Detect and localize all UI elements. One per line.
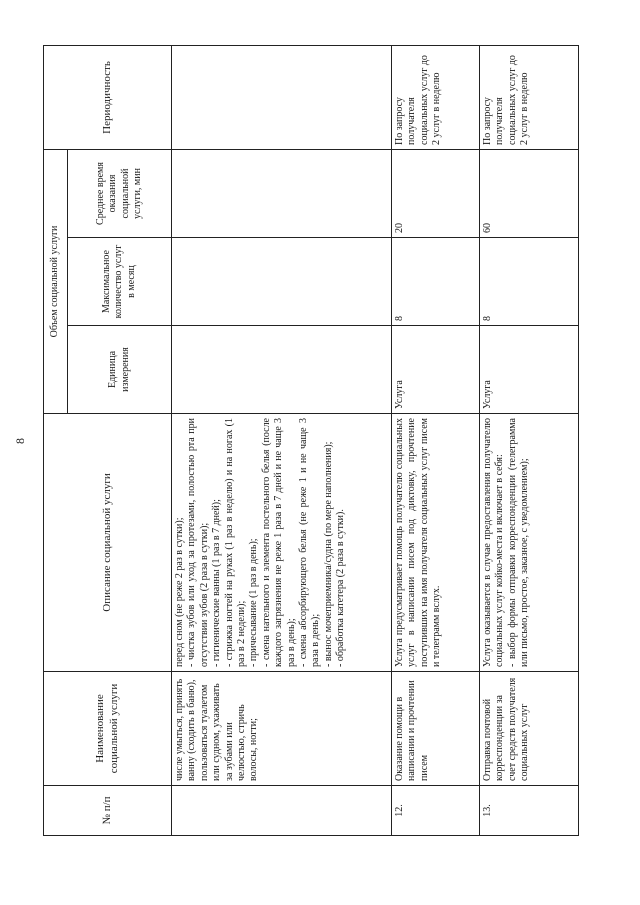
header-description: Описание социальной услуги xyxy=(44,414,172,672)
avg-time-cell: 60 xyxy=(480,149,579,237)
description-line: перед сном (не реже 2 раз в сутки); xyxy=(174,517,185,667)
periodicity-cell xyxy=(172,45,392,149)
description-line: - стрижка ногтей на руках (1 раз в неделю) и на ногах (1 раз в 2 недели); xyxy=(223,418,247,667)
page-number: 8 xyxy=(13,438,27,444)
header-volume: Объем социальной услуги xyxy=(44,149,68,413)
table-row xyxy=(480,45,579,835)
row-number: 13. xyxy=(480,786,579,836)
avg-time-cell: 20 xyxy=(392,149,480,237)
rotated-table-area xyxy=(13,46,578,836)
periodicity-cell: По запросу получателя социальных услуг до 2 услуг в неделю xyxy=(480,45,579,149)
avg-time-cell xyxy=(172,149,392,237)
header-max-count: Максимальное количество услуг в месяц xyxy=(68,238,172,326)
unit-cell: Услуга xyxy=(480,326,579,414)
unit-cell xyxy=(172,326,392,414)
header-avg-time: Среднее время оказания социальной услуги, мин xyxy=(68,149,172,237)
service-name: числе умыться, принять ванну (сходить в баню), пользоваться туалетом или судном, ухаживать за зубами или челюстью, стричь волосы, ногти; xyxy=(172,672,392,786)
description-line: - гигиенические ванны (1 раз в 7 дней); xyxy=(211,499,223,667)
description-line: Услуга предусматривает помощь получателю социальных услуг в написании писем под диктовку, прочтение поступивших на имя получателя социальных услуг писем и телеграмм вслух. xyxy=(394,418,443,667)
row-number xyxy=(172,786,392,836)
row-number: 12. xyxy=(392,786,480,836)
table-row xyxy=(172,45,392,835)
header-unit: Единица измерения xyxy=(68,326,172,414)
service-description xyxy=(172,414,392,672)
description-line: Услуга оказывается в случае предоставления получателю социальных услуг койко-места и включает в себя: xyxy=(482,418,506,667)
description-line: - чистка зубов или уход за протезами, полостью рта при отсутствии зубов (2 раза в сутки); xyxy=(186,418,210,667)
service-name: Оказание помощи в написании и прочтении писем xyxy=(392,672,480,786)
description-line: - вынос мочеприемника/судна (по мере наполнения); xyxy=(322,441,334,667)
description-line: - обработка катетера (2 раза в сутки). xyxy=(335,509,347,667)
max-count-cell: 8 xyxy=(392,238,480,326)
description-line: - выбор формы отправки корреспонденции (телеграмма или письмо, простое, заказное, с уведомлением); xyxy=(506,418,531,667)
max-count-cell: 8 xyxy=(480,238,579,326)
table-row xyxy=(392,45,480,835)
service-description xyxy=(480,414,579,672)
service-name: Отправка почтовой корреспонденции за счет средств получателя социальных услуг xyxy=(480,672,579,786)
description-line: - причесывание (1 раз в день); xyxy=(248,538,260,667)
header-no: № п/п xyxy=(44,786,172,836)
service-description xyxy=(392,414,480,672)
periodicity-cell: По запросу получателя социальных услуг до 2 услуг в неделю xyxy=(392,45,480,149)
max-count-cell xyxy=(172,238,392,326)
description-line: - смена абсорбирующего белья (не реже 1 и не чаще 3 раза в день); xyxy=(297,418,322,667)
unit-cell: Услуга xyxy=(392,326,480,414)
services-table xyxy=(43,45,579,836)
description-line: - смена нательного и элемента постельного белья (после каждого загрязнения не реже 1 раза в 7 дней и не чаще 3 раз в день); xyxy=(260,418,297,667)
header-periodicity: Периодичность xyxy=(44,45,172,149)
header-name: Наименование социальной услуги xyxy=(44,672,172,786)
